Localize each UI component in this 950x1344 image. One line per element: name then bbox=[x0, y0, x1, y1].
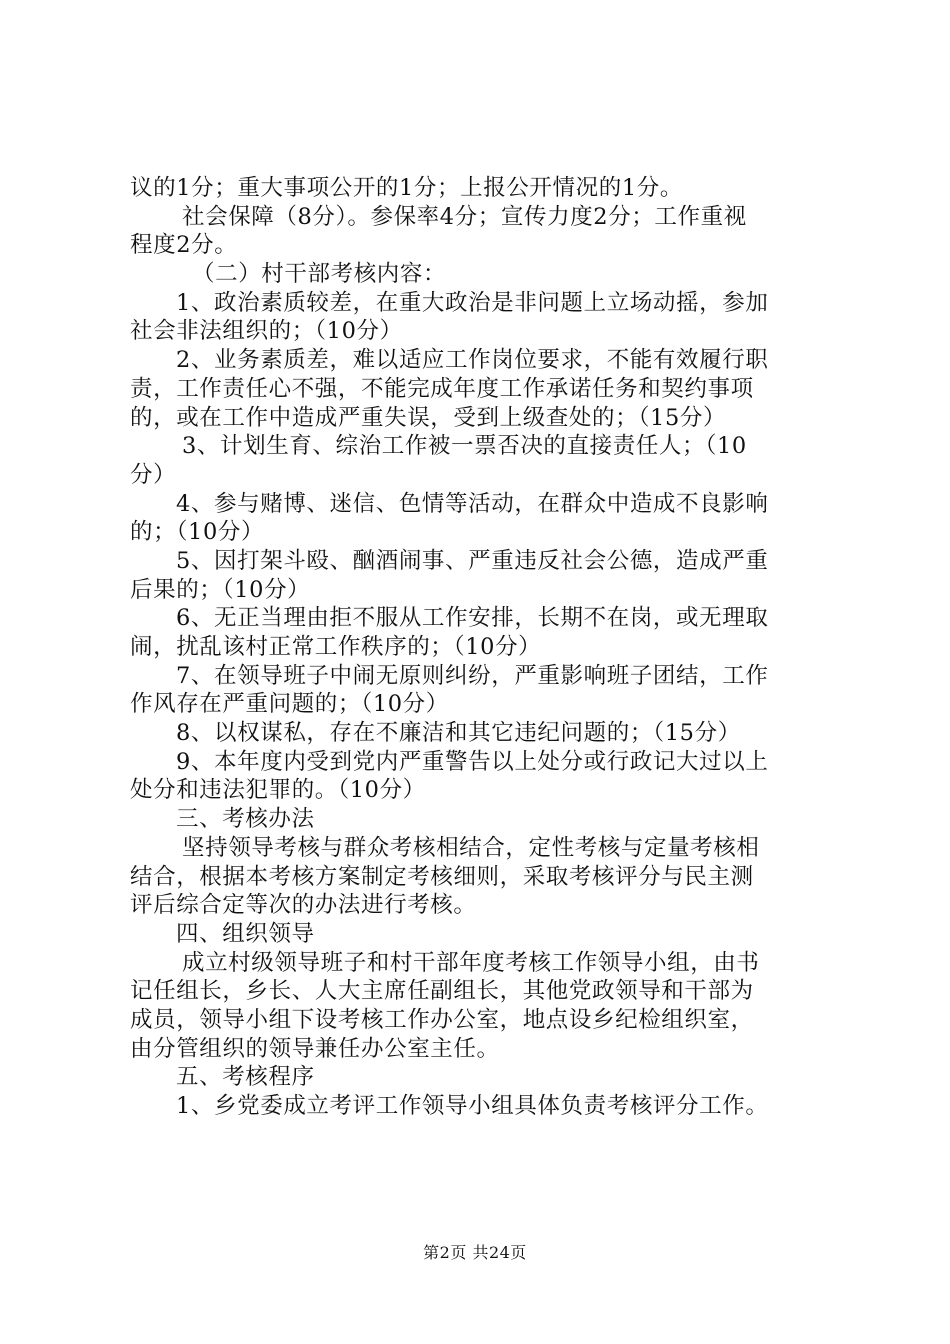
body-line: 社会非法组织的；（10分） bbox=[130, 318, 403, 345]
body-line: 处分和违法犯罪的。（10分） bbox=[130, 777, 426, 804]
document-body bbox=[130, 174, 830, 1121]
body-line: 记任组长，乡长、人大主席任副组长，其他党政领导和干部为 bbox=[130, 978, 754, 1005]
body-line: 坚持领导考核与群众考核相结合，定性考核与定量考核相 bbox=[182, 834, 760, 861]
section-heading: （二）村干部考核内容： bbox=[192, 261, 447, 288]
body-line: 程度2分。 bbox=[130, 232, 238, 259]
body-line: 3、计划生育、综治工作被一票否决的直接责任人；（10 bbox=[182, 433, 747, 460]
body-line: 1、政治素质较差，在重大政治是非问题上立场动摇，参加 bbox=[176, 289, 769, 316]
body-line: 评后综合定等次的办法进行考核。 bbox=[130, 892, 477, 919]
section-heading: 四、组织领导 bbox=[176, 920, 315, 947]
body-line: 作风存在严重问题的；（10分） bbox=[130, 691, 449, 718]
body-line: 后果的；（10分） bbox=[130, 576, 311, 603]
body-line: 议的1分；重大事项公开的1分；上报公开情况的1分。 bbox=[130, 175, 683, 201]
page-number-footer: 第2页 共24页 bbox=[423, 1243, 527, 1262]
body-line: 6、无正当理由拒不服从工作安排，长期不在岗，或无理取 bbox=[176, 605, 769, 632]
body-line: 责，工作责任心不强，不能完成年度工作承诺任务和契约事项 bbox=[130, 375, 754, 402]
body-line: 8、以权谋私，存在不廉洁和其它违纪问题的；（15分） bbox=[176, 720, 741, 747]
body-line: 5、因打架斗殴、酗酒闹事、严重违反社会公德，造成严重 bbox=[176, 547, 769, 574]
body-line: 成员，领导小组下设考核工作办公室，地点设乡纪检组织室， bbox=[130, 1006, 754, 1033]
body-line: 结合，根据本考核方案制定考核细则，采取考核评分与民主测 bbox=[130, 863, 754, 890]
section-heading: 三、考核办法 bbox=[176, 806, 315, 833]
body-line: 9、本年度内受到党内严重警告以上处分或行政记大过以上 bbox=[176, 748, 769, 775]
body-line: 社会保障（8分）。参保率4分；宣传力度2分；工作重视 bbox=[182, 203, 747, 230]
body-line: 1、乡党委成立考评工作领导小组具体负责考核评分工作。 bbox=[176, 1093, 769, 1119]
body-line: 4、参与赌博、迷信、色情等活动，在群众中造成不良影响 bbox=[176, 490, 769, 517]
body-line: 由分管组织的领导兼任办公室主任。 bbox=[130, 1035, 500, 1062]
body-line: 的；（10分） bbox=[130, 519, 265, 546]
section-heading: 五、考核程序 bbox=[176, 1064, 315, 1091]
body-line: 闹，扰乱该村正常工作秩序的；（10分） bbox=[130, 634, 542, 660]
body-line: 分） bbox=[130, 461, 177, 488]
body-line: 2、业务素质差，难以适应工作岗位要求，不能有效履行职 bbox=[176, 347, 769, 374]
body-line: 的，或在工作中造成严重失误，受到上级查处的；（15分） bbox=[130, 404, 727, 431]
body-line: 7、在领导班子中闹无原则纠纷，严重影响班子团结，工作 bbox=[176, 662, 769, 689]
body-line: 成立村级领导班子和村干部年度考核工作领导小组，由书 bbox=[182, 949, 760, 976]
